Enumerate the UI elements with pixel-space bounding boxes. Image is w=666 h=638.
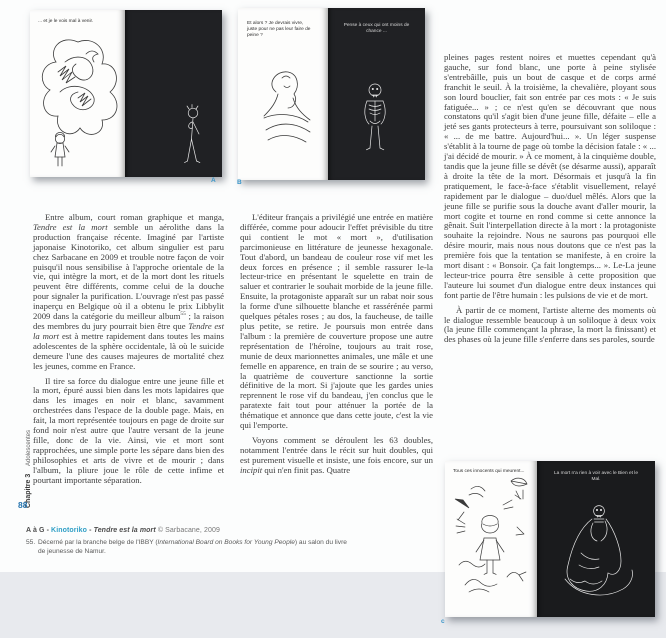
chapter-label: Chapitre 3 [25,473,32,508]
figure-c-label: c [441,618,445,625]
paragraph: Voyons comment se déroulent les 63 doubles, notamment l'entrée dans le récit sur huit doubles, qui est purement visuelle et insiste, une fois encore, sur un incipit qui n'en finit pas. Quatre [240,434,433,475]
figure-b-book-spread [238,8,425,180]
figure-c-right-page [537,461,655,617]
figure-c-speech-text: Tous ces innocents qui meurent... [453,469,525,474]
chapter-rail [20,398,38,508]
footnote-text: Décerné par la branche belge de l'IBBY (International Board on Books for Young People) au salon du livre de jeunesse de Namur. [38,539,347,555]
figure-b-left-page [238,8,328,180]
text-column-3 [444,53,656,350]
footnote-55 [26,539,350,556]
figure-c-book-spread [445,461,655,617]
figure-a-right-page [125,10,222,177]
girl-amid-debris-drawing [445,461,537,617]
figure-c-black-speech-text: La mort n'a rien à voir avec le Bien et le Mal. [553,471,639,483]
figure-credit-line: A à G - Kinotoriko - Tendre est la mort © Sarbacane, 2009 [26,527,220,534]
page-number: 88 [18,500,28,510]
section-label: Adolescentes [26,430,32,467]
figure-a-speech-text: ... et je le vois mal à venir. [38,19,94,24]
footnote-number: 55. [26,539,36,546]
text-column-1 [33,213,224,490]
paragraph: pleines pages restent noires et muettes cependant qu'à gauche, sur fond blanc, une porte à peine stylisée s'entrebâille, puis un bout de casque et de corps armé franchit le seuil. À la troisième, la chevalière, ployant sous son lourd bouclier, fait son entrée par ces mots : « Je suis fatiguée... » ; ce n'est qu'en se découvrant que nous constatons qu'il s'agit bien d'une jeune fille, défaite – elle a jeté ses gants protecteurs à terre, poursuivant son soliloque : « ... de me battre. Aujourd'hui... ». Un léger suspense s'établit à la tourne de page où tombe la décision fatale : « ... j'ai décidé de mourir. » À ce moment, à la cinquième double, tandis que la jeune fille se dévêt (se désarme aussi), apparaît à droite la tête de la mort. Désormais et jusqu'à la fin pratiquement, le face-à-face s'établit visuellement, relayé rapidement par le dialogue – duo/duel mêlés. Alors que la jeune fille se purifie sous la douche avant d'aller mourir, la mort cogite et tourne en rond comme si cette annonce la gênait. Suit l'interpellation directe à la mort : la protagoniste souhaite la rejoindre. Nous ne saurons pas pourquoi elle désire mourir, mais nous nous doutons que ce n'est pas la première fois que la tentation se manifeste, à en croire la mort disant : « Bonsoir. Ça fait longtemps... ». Le-La jeune lecteur-trice pourra être sensible à cette proposition que l'auteure lui soumet d'un dialogue entre deux instances qui font partie de l'être humain : les pulsions de vie et de mort. [444,52,656,300]
figure-a-left-page [30,10,125,177]
figure-b-label: B [237,179,242,186]
paragraph: L'éditeur français a privilégié une entrée en matière différée, comme pour adoucir l'effet prévisible du titre qui contient le mot « mort », d'utilisation parcimonieuse en littérature de jeunesse hexagonale. Tout d'abord, un bandeau de couleur rose vif met les deux forces en présence ; il semble rassurer le-la lecteur-trice en présentant le squelette en train de saluer et contrarier le souhait morbide de la jeune fille. Ensuite, la protagoniste apparaît sur un rabat noir sous la forme d'une silhouette blanche et rassérénée parmi quelques pétales roses ; au dos, la faucheuse, de taille plus petite, se retire. Je poursuis mon entrée dans l'album : la première de couverture propose une autre représentation de l'héroïne, toujours au trait rose, munie de deux marionnettes animales, une mâle et une femelle en apparence, en train de se sourire ; au verso, la quatrième de couverture sanctionne la sortie définitive de la mort. Si j'ajoute que les gardes unies reprennent le rose vif du bandeau, j'en conclus que le paratexte fait tout pour atténuer la portée de la thématique et annonce que dans cette joute, c'est la vie qui l'emporte. [240,212,433,431]
paragraph: À partir de ce moment, l'artiste alterne des moments où le dialogue ressemble beaucoup à un soliloque à deux voix (la jeune fille commençant la phrase, la mort la finissant) et des phases où la jeune fille s'enferre dans ses paroles, sourde [444,304,656,345]
figure-b-right-page [328,8,425,180]
figure-a-book-spread [30,10,222,177]
figure-b-speech-text: Et alors ? Je devrais vivre, juste pour ne pas leur faire de peine ? [247,21,311,39]
figure-b-black-speech-text: Pense à ceux qui ont moins de chance ... [343,23,410,35]
text-column-2 [240,213,433,481]
figure-a-label: A [211,177,216,184]
pensive-figure-drawing [125,10,222,177]
paragraph: Il tire sa force du dialogue entre une jeune fille et la mort, épuré aussi bien dans les mots lapidaires que dans les images en noir et blanc, savamment orchestrées dans l'espace de la double page. Mais, en fait, la mort représentée toujours en page de droite sur fond noir n'est autre que l'autre versant de la jeune fille, donc de la vie. Ainsi, vie et mort sont rapprochées, une simple porte les sépare dans bien des philosophies et arts de vivre et de mourir ; dans l'album, la pliure joue le rôle de cette infime et pourtant importante séparation. [33,375,224,485]
paragraph: Entre album, court roman graphique et manga, Tendre est la mort semble un aérolithe dans la production française récente. Imaginé par l'artiste japonaise Kinotoriko, cet album singulier est paru chez Sarbacane en 2009 et trouble notre façon de voir puisqu'il nous sensibilise à l'approche orientale de la vie, qui intègre la mort, et de la mort dont les rituels peuvent être différents, comme celui de la douche pour signaler la purification. L'ouvrage n'est pas passé inaperçu en Belgique où il a obtenu le prix Libbylit 2009 dans la catégorie du meilleur album$^{55}$ ; la raison des membres du jury pourrait bien être que Tendre est la mort est à mettre rapidement dans toutes les mains adolescentes de la sphère occidentale, là où le suicide demeure l'une des causes majeures de mortalité chez les jeunes, comme en France. [33,212,224,371]
figure-c-left-page [445,461,537,617]
scribble-cloud-drawing [30,10,125,177]
robed-death-drawing [537,461,655,617]
